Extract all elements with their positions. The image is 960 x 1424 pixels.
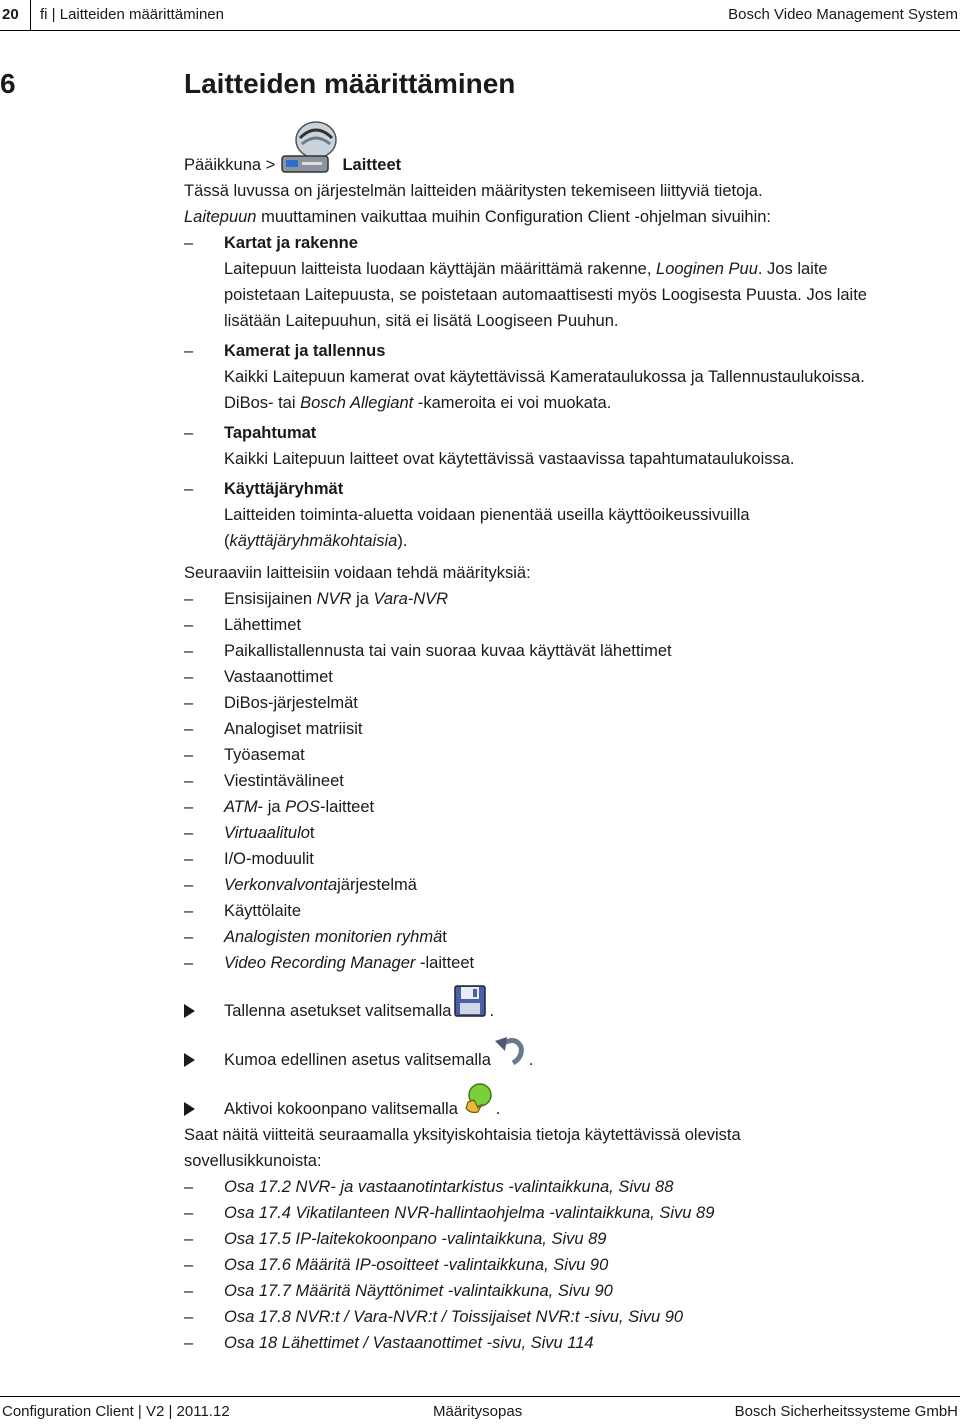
- device-text: -laitteet: [319, 798, 375, 816]
- devices-intro: Seuraaviin laitteisiin voidaan tehdä määrityksiä:: [184, 564, 531, 582]
- device-text: Viestintävälineet: [224, 772, 344, 790]
- device-text: Analogisten monitorien ryhmä: [224, 928, 443, 946]
- effect-title: Käyttäjäryhmät: [224, 480, 344, 498]
- undo-icon: [491, 1049, 529, 1071]
- effect-text: -kameroita ei voi muokata.: [413, 394, 612, 412]
- device-text: Vara-NVR: [373, 590, 449, 608]
- device-item: [224, 718, 362, 740]
- device-text: Lähettimet: [224, 616, 302, 634]
- action-text: Aktivoi kokoonpano valitsemalla: [224, 1100, 458, 1118]
- effect-title: Kamerat ja tallennus: [224, 342, 386, 360]
- effect-title: Kartat ja rakenne: [224, 234, 358, 252]
- action-end: .: [528, 1051, 534, 1069]
- device-dash: –: [184, 668, 194, 686]
- device-item: [224, 770, 344, 792]
- action-line: [224, 1000, 494, 1022]
- device-dash: –: [184, 590, 194, 608]
- reference-link: Osa 17.6 Määritä IP-osoitteet -valintaikkuna, Sivu 90: [224, 1256, 609, 1274]
- action-arrow-icon: [184, 1004, 195, 1018]
- device-dash: –: [184, 902, 194, 920]
- nav-path: [184, 154, 401, 176]
- device-text: Paikallistallennusta tai vain suoraa kuvaa käyttävät lähettimet: [224, 642, 672, 660]
- device-text: Työasemat: [224, 746, 305, 764]
- device-text: ATM: [224, 798, 258, 816]
- effect-text: poistetaan Laitepuusta, se poistetaan automaattisesti myös Loogisesta Puusta. Jos laite: [224, 286, 867, 304]
- intro-line-2: [184, 206, 771, 228]
- reference-link: Osa 17.4 Vikatilanteen NVR-hallintaohjelma -valintaikkuna, Sivu 89: [224, 1204, 715, 1222]
- action-end: .: [495, 1100, 501, 1118]
- effect-dash: –: [184, 342, 194, 360]
- device-item: [224, 952, 474, 974]
- effect-text: (: [224, 532, 230, 550]
- reference-dash: –: [184, 1308, 194, 1326]
- reference-dash: –: [184, 1256, 194, 1274]
- intro-italic: Laitepuun: [184, 208, 257, 226]
- action-line: [224, 1098, 500, 1120]
- devices-icon: [280, 154, 338, 176]
- device-text: ja: [351, 590, 374, 608]
- page-footer: [0, 1396, 960, 1424]
- effect-text: käyttäjäryhmäkohtaisia: [229, 532, 398, 550]
- effect-line: [224, 284, 867, 306]
- device-dash: –: [184, 824, 194, 842]
- device-text: järjestelmä: [337, 876, 417, 894]
- effect-line: [224, 504, 750, 526]
- device-dash: –: [184, 876, 194, 894]
- action-line: [224, 1049, 534, 1071]
- effect-line: [224, 530, 407, 552]
- intro-rest: muuttaminen vaikuttaa muihin Configuration Client -ohjelman sivuihin:: [256, 208, 772, 226]
- effect-text: Laitepuun laitteista luodaan käyttäjän määrittämä rakenne,: [224, 260, 657, 278]
- device-item: [224, 796, 374, 818]
- activate-icon: [458, 1098, 496, 1120]
- action-text: Tallenna asetukset valitsemalla: [224, 1002, 452, 1020]
- header-product: Bosch Video Management System: [728, 6, 958, 23]
- chapter-number: 6: [0, 68, 16, 99]
- device-text: DiBos-järjestelmät: [224, 694, 358, 712]
- device-dash: –: [184, 616, 194, 634]
- device-item: [224, 692, 358, 714]
- nav-target: Laitteet: [342, 156, 402, 174]
- device-item: [224, 744, 305, 766]
- action-end: .: [489, 1002, 495, 1020]
- device-item: [224, 640, 672, 662]
- effect-text: Kaikki Laitepuun laitteet ovat käytettävissä vastaavissa tapahtumataulukoissa.: [224, 450, 795, 468]
- device-text: Ensisijainen: [224, 590, 317, 608]
- device-dash: –: [184, 850, 194, 868]
- nav-prefix: Pääikkuna >: [184, 156, 276, 174]
- device-dash: –: [184, 746, 194, 764]
- effect-line: [224, 448, 795, 470]
- device-dash: –: [184, 720, 194, 738]
- effect-line: [224, 392, 611, 414]
- device-text: Video Recording Manager: [224, 954, 416, 972]
- chapter-title: Laitteiden määrittäminen: [184, 68, 516, 99]
- reference-link: Osa 17.7 Määritä Näyttönimet -valintaikkuna, Sivu 90: [224, 1282, 613, 1300]
- device-dash: –: [184, 928, 194, 946]
- effect-dash: –: [184, 424, 194, 442]
- device-item: [224, 900, 301, 922]
- device-item: [224, 588, 448, 610]
- reference-link: Osa 17.2 NVR- ja vastaanotintarkistus -valintaikkuna, Sivu 88: [224, 1178, 674, 1196]
- device-item: [224, 822, 315, 844]
- effect-line: [224, 310, 618, 332]
- effect-text: DiBos- tai: [224, 394, 301, 412]
- device-text: Käyttölaite: [224, 902, 302, 920]
- device-text: I/O-moduulit: [224, 850, 314, 868]
- effect-text: Kaikki Laitepuun kamerat ovat käytettävissä Kamerataulukossa ja Tallennustaulukoissa.: [224, 368, 865, 386]
- device-text: Virtuaalitulo: [224, 824, 310, 842]
- device-item: [224, 926, 447, 948]
- device-dash: –: [184, 798, 194, 816]
- device-item: [224, 874, 417, 896]
- effect-line: [224, 258, 828, 280]
- effect-dash: –: [184, 480, 194, 498]
- reference-dash: –: [184, 1178, 194, 1196]
- reference-link: Osa 17.5 IP-laitekokoonpano -valintaikkuna, Sivu 89: [224, 1230, 607, 1248]
- device-text: NVR: [316, 590, 352, 608]
- reference-dash: –: [184, 1230, 194, 1248]
- effect-line: [224, 366, 865, 388]
- device-text: Verkonvalvonta: [224, 876, 338, 894]
- page-number: 20: [2, 6, 19, 23]
- action-text: Kumoa edellinen asetus valitsemalla: [224, 1051, 491, 1069]
- effect-text: lisätään Laitepuuhun, sitä ei lisätä Loogiseen Puuhun.: [224, 312, 619, 330]
- reference-dash: –: [184, 1204, 194, 1222]
- effect-title: Tapahtumat: [224, 424, 317, 442]
- device-text: -laitteet: [415, 954, 475, 972]
- device-dash: –: [184, 642, 194, 660]
- header-divider: [30, 0, 31, 30]
- page-header: [0, 0, 960, 31]
- footer-left: Configuration Client | V2 | 2011.12: [2, 1403, 230, 1420]
- reference-link: Osa 18 Lähettimet / Vastaanottimet -sivu, Sivu 114: [224, 1334, 594, 1352]
- refs-intro-line-2: sovellusikkunoista:: [184, 1152, 322, 1170]
- effect-text: ).: [397, 532, 408, 550]
- effect-text: . Jos laite: [757, 260, 828, 278]
- device-text: Vastaanottimet: [224, 668, 333, 686]
- reference-dash: –: [184, 1282, 194, 1300]
- header-section: fi | Laitteiden määrittäminen: [40, 6, 224, 23]
- reference-dash: –: [184, 1334, 194, 1352]
- footer-right: Bosch Sicherheitssysteme GmbH: [734, 1403, 958, 1420]
- footer-middle: Määritysopas: [433, 1403, 523, 1420]
- device-text: - ja: [257, 798, 286, 816]
- device-dash: –: [184, 694, 194, 712]
- reference-link: Osa 17.8 NVR:t / Vara-NVR:t / Toissijaiset NVR:t -sivu, Sivu 90: [224, 1308, 684, 1326]
- effect-text: Bosch Allegiant: [300, 394, 414, 412]
- device-item: [224, 614, 301, 636]
- intro-line-1: Tässä luvussa on järjestelmän laitteiden määritysten tekemiseen liittyviä tietoja.: [184, 182, 763, 200]
- device-item: [224, 848, 314, 870]
- action-arrow-icon: [184, 1053, 195, 1067]
- refs-intro-line-1: Saat näitä viitteitä seuraamalla yksityiskohtaisia tietoja käytettävissä olevista: [184, 1126, 741, 1144]
- action-arrow-icon: [184, 1102, 195, 1116]
- device-text: POS: [285, 798, 320, 816]
- device-text: t: [309, 824, 315, 842]
- device-text: t: [442, 928, 447, 946]
- device-item: [224, 666, 333, 688]
- effect-text: Looginen Puu: [656, 260, 758, 278]
- device-dash: –: [184, 954, 194, 972]
- effect-text: Laitteiden toiminta-aluetta voidaan pienentää useilla käyttöoikeussivuilla: [224, 506, 750, 524]
- device-dash: –: [184, 772, 194, 790]
- device-text: Analogiset matriisit: [224, 720, 363, 738]
- effect-dash: –: [184, 234, 194, 252]
- save-icon: [451, 1000, 489, 1022]
